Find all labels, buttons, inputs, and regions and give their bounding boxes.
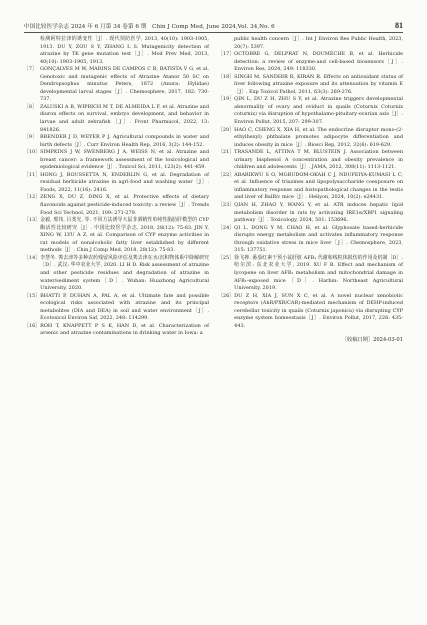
reference-number: ［11］ <box>24 171 41 178</box>
reference-entry <box>24 194 209 217</box>
reference-entry <box>24 104 209 134</box>
reference-entry <box>218 149 403 172</box>
reference-entry <box>218 127 403 150</box>
reference-entry <box>24 323 209 338</box>
reference-text: BRENDER J D, WEYER P J. Agricultural compounds in water and birth defects［J］. Curr Environ Health Rep, 2016, 3(2): 144-152. <box>40 134 209 148</box>
reference-entry <box>218 202 403 225</box>
reference-entry <box>218 255 403 293</box>
reference-entry <box>218 225 403 255</box>
reference-entry <box>24 66 209 104</box>
reference-number: ［22］ <box>218 171 235 178</box>
reference-number: ［20］ <box>218 126 235 133</box>
reference-text: QI L, DONG Y M, CHAO H, et al. Glyphosate based-herbicide disrupts energy metabolism and activates inflammatory response through oxidative stress in mice liver［J］. Chemosphere, 2023, 315: 137751. <box>234 224 403 254</box>
reference-entry <box>218 51 403 74</box>
reference-text: SINGH M, SANDHIR R, KIRAN R. Effects on antioxidant status of liver following atrazine exposure and its attenuation by vitamin E［J］. Exp Toxicol Pathol, 2011, 63(3): 269-276. <box>234 73 403 95</box>
reference-number: ［18］ <box>218 73 235 80</box>
reference-continuation: public health concern［J］. Int J Environ Res Public Health, 2023, 20(7): 5397. <box>234 36 403 50</box>
reference-number: ［24］ <box>218 224 235 231</box>
reference-text: ROH T, KNAPPETT P S K, HAN D, et al. Characterization of arsenic and atrazine contaminations in drinking water in Iowa: a <box>40 322 209 337</box>
reference-number: ［9］ <box>24 134 38 141</box>
reference-text: GONÇALVES M W, MARINS DE CAMPOS C B, BATISTA V G, et al. Genotoxic and mutagenic effects of Atrazine Atanor 50 SC on Dendropsophus minutus Peters, 1872 (Anura: Hylidae) developmental larval stages［J］. Chemosphere, 2017, 182: 730-737. <box>40 66 209 103</box>
reference-number: ［15］ <box>24 292 41 299</box>
reference-continuation: 检测阿特拉津的诱变性［J］. 现代预防医学, 2013, 40(10): 1903-1905, 1913. DU Y, ZOU S Y, ZHANG L S. Mutagenicity detection of atrazine by TK gene mutation test［J］. Mod Prev Med, 2013, 40(10): 1903-1905, 1913. <box>40 36 209 65</box>
reference-text: 金毅, 邢伟, 吕斐光, 等. 不同方法诱导大鼠非酒精性单纯性脂肪肝模型的 CYP 酶活性比较研究［J］. 中国比较医学杂志, 2018, 28(12): 75-83. JIN Y, XING W, LYU A Z, et al. Comparison of CYP enzyme activities in rat models of nonalcoholic fatty liver established by different methods［J］. Chin J Comp Med, 2018, 28(12): 75-83. <box>40 217 209 254</box>
reference-text: 李慧冬. 莠去津等多种农药残留风险评估及莠去津在水/沉积物体系中降解研究［D］. 武汉: 华中农业大学, 2020. LI H D. Risk assessment of atrazine and other pesticide residues and degradation of atrazine in water/sediment system［D］. Wuhan: Huazhong Agricultural University, 2020. <box>40 254 209 292</box>
left-column <box>24 36 209 338</box>
reference-number: ［26］ <box>218 292 235 299</box>
reference-number: ［12］ <box>24 194 41 201</box>
reference-number: ［19］ <box>218 96 235 103</box>
reference-entry <box>24 172 209 195</box>
right-column <box>218 36 403 343</box>
reference-number: ［16］ <box>24 322 41 329</box>
reference-text: QIN L, DU Z H, ZHU S Y, et al. Atrazine triggers developmental abnormality of ovary and oviduct in quails (Coturnix Coturnix coturnix) via disruption of hypothalamo-pituitary-ovarian axis［J］. Environ Pollut, 2015, 207: 299-307. <box>234 96 403 126</box>
reference-text: TRASANDE L, ATTINA T M, BLUSTEIN J. Association between urinary bisphenol A concentration and obesity prevalence in children and adolescents［J］. JAMA, 2012, 308(11): 1113-1121. <box>234 149 403 171</box>
page-header <box>24 16 403 33</box>
reference-entry <box>218 96 403 126</box>
reference-number: ［25］ <box>218 254 235 261</box>
reference-text: ZENG X, DU Z, DING X, et al. Protective effects of dietary flavonoids against pesticide-induced toxicity: a review［J］. Trends Food Sci Technol, 2021, 109: 271-279. <box>40 194 209 216</box>
reference-number: ［21］ <box>218 149 235 156</box>
reference-text: HAO C, CHENG X, XIA H, et al. The endocrine disruptor mono-(2-ethylhexyl) phthalate promotes adipocyte differentiation and induces obesity in mice［J］. Biosci Rep, 2012, 32(6): 619-629. <box>234 126 403 148</box>
reference-entry <box>24 293 209 323</box>
reference-entry <box>218 74 403 97</box>
running-title: 中国比较医学杂志 2024 年 6 月第 34 卷第 6 期 Chin J Comp Med, June 2024,Vol. 34,No. 6 <box>24 24 275 30</box>
reference-text: SIMPKINS J W, SWENBERG J A, WEISS N, et al. Atrazine and breast cancer: a framework assessment of the toxicological and epidemiological evidence［J］. Toxicol Sci, 2011, 123(2): 441-459. <box>40 149 209 171</box>
reference-text: ABARIKWU S O, MGBUDOM-OKAH C J, NDUFEIYA-KUMASI L C, et al. Influence of triazines and lipopolysaccharide coexposure on inflammatory response and histopathological changes in the testis and liver of BalB/c mice［J］. Heliyon, 2024, 10(2): e24431. <box>234 171 403 201</box>
reference-entry <box>24 134 209 149</box>
reference-entry <box>24 217 209 255</box>
reference-text: QIAN H, ZHAO Y, WANG Y, et al. ATR induces hepatic lipid metabolism disorder in rats by activating IRE1α/XBP1 signaling pathway［J］. Toxicology, 2024, 501: 153696. <box>234 202 403 224</box>
page-number: 81 <box>395 21 403 30</box>
reference-text: HONG J, BOUSSETTA N, ENDERLIN G, et al. Degradation of residual herbicide atrazine in agri-food and washing water［J］. Foods, 2022, 11(16): 2416. <box>40 171 209 193</box>
received-date: ［收稿日期］2024-03-01 <box>341 337 403 344</box>
reference-number: ［7］ <box>24 66 38 73</box>
reference-text: 徐飞禅. 番茄红素干预小鼠肝脏 AFB₁ 代谢和线粒体损伤的作用及机制［D］. 哈尔滨: 东北农业大学, 2019. XU F B. Effect and mechanism of lycopene on liver AFB₁ metabolism and mitochondrial damage in AFB₁-exposed mice［D］. Harbin: Northeast Agricultural University, 2019. <box>234 254 403 292</box>
reference-text: ZALUSKI A B, WIPRICH M T, DE ALMEIDA L F, et al. Atrazine and diuron effects on survival, embryo development, and behavior in larvae and adult zebrafish［J］. Front Pharmacol, 2022, 13: 841826. <box>40 103 209 133</box>
reference-number: ［23］ <box>218 202 235 209</box>
reference-number: ［13］ <box>24 217 41 224</box>
reference-text: BHATTI P, DUHAN A, PAL A, et al. Ultimate fate and possible ecological risks associated with atrazine and its principal metabolites (DIA and DEA) in soil and water environment［J］. Ecotoxicol Environ Saf, 2022, 248: 114299. <box>40 292 209 322</box>
reference-text: DU Z H, XIA J, SUN X C, et al. A novel nuclear xenobiotic receptors (AhR/PXR/CAR)-mediated mechanism of DEHP-induced cerebellar toxicity in quails (Coturnix japonica) via disrupting CYP enzyme system homeostasis［J］. Environ Pollut, 2017, 226: 435-443. <box>234 292 403 329</box>
reference-number: ［10］ <box>24 149 41 156</box>
reference-entry <box>218 172 403 202</box>
reference-entry <box>218 293 403 331</box>
reference-number: ［8］ <box>24 103 38 110</box>
reference-number: ［14］ <box>24 254 41 261</box>
reference-text: OCTOBRE G, DELPRAT N, DOUMÈCHE B, et al. Herbicide detection: a review of enzyme-and cell-based biosensors［J］. Environ Res, 2024, 249: 118330. <box>234 51 403 73</box>
reference-entry <box>24 255 209 293</box>
reference-number: ［17］ <box>218 51 235 58</box>
reference-entry <box>24 149 209 172</box>
